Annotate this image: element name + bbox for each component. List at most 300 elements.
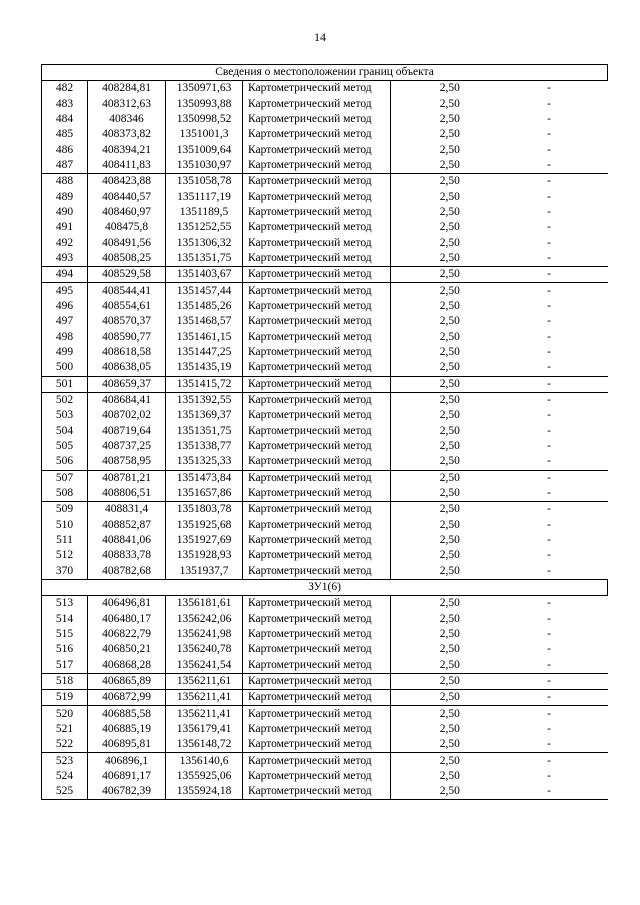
- y-coordinate-cell: 1350998,52: [166, 112, 243, 127]
- y-coordinate-cell: 1351461,15: [166, 330, 243, 345]
- y-coordinate-cell: 1355925,06: [166, 769, 243, 784]
- point-number-cell: 524: [42, 769, 88, 784]
- method-cell: Картометрический метод: [243, 142, 391, 157]
- x-coordinate-cell: 408833,78: [88, 548, 166, 563]
- note-cell: -: [547, 658, 551, 671]
- note-cell: -: [547, 518, 551, 531]
- point-number-cell: 490: [42, 205, 88, 220]
- x-coordinate-cell: 408423,88: [88, 174, 166, 190]
- y-coordinate-cell: 1350971,63: [166, 81, 243, 97]
- y-coordinate-cell: 1351457,44: [166, 283, 243, 299]
- table-row: [42, 392, 608, 408]
- table-row: [42, 205, 608, 220]
- accuracy-cell: 2,50: [391, 673, 491, 689]
- point-number-cell: 511: [42, 533, 88, 548]
- y-coordinate-cell: 1356241,98: [166, 627, 243, 642]
- y-coordinate-cell: 1351435,19: [166, 360, 243, 376]
- accuracy-cell: 2,50: [439, 518, 460, 531]
- accuracy-cell: 2,50: [439, 299, 460, 312]
- note-cell: -: [547, 722, 551, 735]
- method-cell: Картометрический метод: [243, 753, 391, 769]
- y-coordinate-cell: 1351468,57: [166, 314, 243, 329]
- point-number-cell: 516: [42, 642, 88, 657]
- method-cell: Картометрический метод: [243, 314, 391, 329]
- method-cell: Картометрический метод: [243, 283, 391, 299]
- y-coordinate-cell: 1351925,68: [166, 518, 243, 533]
- y-coordinate-cell: 1351351,75: [166, 424, 243, 439]
- point-number-cell: 509: [42, 502, 88, 518]
- accuracy-cell: 2,50: [439, 251, 460, 264]
- accuracy-cell: 2,50: [439, 487, 460, 500]
- y-coordinate-cell: 1351306,32: [166, 235, 243, 250]
- accuracy-cell: 2,50: [391, 392, 491, 408]
- table-row: [42, 673, 608, 689]
- method-cell: Картометрический метод: [243, 439, 391, 454]
- point-number-cell: 522: [42, 737, 88, 753]
- table-row: [42, 299, 608, 314]
- point-number-cell: 497: [42, 314, 88, 329]
- accuracy-cell: 2,50: [391, 470, 491, 486]
- accuracy-cell: 2,50: [439, 128, 460, 141]
- x-coordinate-cell: 408312,63: [88, 96, 166, 111]
- point-number-cell: 505: [42, 439, 88, 454]
- y-coordinate-cell: 1356211,41: [166, 690, 243, 706]
- y-coordinate-cell: 1355924,18: [166, 784, 243, 800]
- x-coordinate-cell: 406896,1: [88, 753, 166, 769]
- method-cell: Картометрический метод: [243, 158, 391, 174]
- y-coordinate-cell: 1351403,67: [166, 267, 243, 283]
- note-cell: -: [547, 424, 551, 437]
- y-coordinate-cell: 1351447,25: [166, 345, 243, 360]
- y-coordinate-cell: 1356181,61: [166, 596, 243, 612]
- accuracy-cell: 2,50: [439, 361, 460, 374]
- method-cell: Картометрический метод: [243, 376, 391, 392]
- point-number-cell: 500: [42, 360, 88, 376]
- x-coordinate-cell: 408806,51: [88, 486, 166, 502]
- note-cell: -: [547, 769, 551, 782]
- x-coordinate-cell: 406782,39: [88, 784, 166, 800]
- x-coordinate-cell: 408852,87: [88, 518, 166, 533]
- accuracy-cell: 2,50: [439, 112, 460, 125]
- point-number-cell: 492: [42, 235, 88, 250]
- method-cell: Картометрический метод: [243, 330, 391, 345]
- point-number-cell: 483: [42, 96, 88, 111]
- table-row: [42, 722, 608, 737]
- method-cell: Картометрический метод: [243, 470, 391, 486]
- method-cell: Картометрический метод: [243, 205, 391, 220]
- accuracy-cell: 2,50: [391, 690, 491, 706]
- x-coordinate-cell: 408719,64: [88, 424, 166, 439]
- x-coordinate-cell: 406822,79: [88, 627, 166, 642]
- point-number-cell: 484: [42, 112, 88, 127]
- y-coordinate-cell: 1356240,78: [166, 642, 243, 657]
- x-coordinate-cell: 408373,82: [88, 127, 166, 142]
- x-coordinate-cell: 406872,99: [88, 690, 166, 706]
- note-cell: -: [547, 143, 551, 156]
- note-cell: -: [491, 673, 608, 689]
- accuracy-cell: 2,50: [391, 376, 491, 392]
- accuracy-cell: 2,50: [439, 409, 460, 422]
- y-coordinate-cell: 1351927,69: [166, 533, 243, 548]
- table-row: [42, 360, 608, 376]
- table-row: [42, 737, 608, 753]
- table-row: [42, 564, 608, 580]
- note-cell: -: [491, 267, 608, 283]
- x-coordinate-cell: 408638,05: [88, 360, 166, 376]
- accuracy-cell: 2,50: [439, 205, 460, 218]
- method-cell: Картометрический метод: [243, 784, 391, 800]
- y-coordinate-cell: 1351369,37: [166, 408, 243, 423]
- accuracy-cell: 2,50: [391, 753, 491, 769]
- table-row: [42, 251, 608, 267]
- x-coordinate-cell: 408346: [88, 112, 166, 127]
- accuracy-cell: 2,50: [439, 97, 460, 110]
- boundary-coordinates-table: [41, 64, 608, 800]
- x-coordinate-cell: 406868,28: [88, 657, 166, 673]
- table-row: [42, 314, 608, 329]
- y-coordinate-cell: 1351338,77: [166, 439, 243, 454]
- point-number-cell: 523: [42, 753, 88, 769]
- table-row: [42, 454, 608, 470]
- note-cell: -: [547, 251, 551, 264]
- note-cell: -: [547, 299, 551, 312]
- table-row: [42, 267, 608, 283]
- x-coordinate-cell: 406865,89: [88, 673, 166, 689]
- method-cell: Картометрический метод: [243, 251, 391, 267]
- method-cell: Картометрический метод: [243, 706, 391, 722]
- table-row: [42, 127, 608, 142]
- method-cell: Картометрический метод: [243, 690, 391, 706]
- note-cell: -: [547, 643, 551, 656]
- method-cell: Картометрический метод: [243, 533, 391, 548]
- note-cell: -: [547, 612, 551, 625]
- y-coordinate-cell: 1356179,41: [166, 722, 243, 737]
- table-row: [42, 769, 608, 784]
- x-coordinate-cell: 406480,17: [88, 611, 166, 626]
- table-row: [42, 627, 608, 642]
- point-number-cell: 521: [42, 722, 88, 737]
- method-cell: Картометрический метод: [243, 174, 391, 190]
- note-cell: -: [547, 440, 551, 453]
- note-cell: -: [547, 738, 551, 751]
- point-number-cell: 515: [42, 627, 88, 642]
- accuracy-cell: 2,50: [439, 769, 460, 782]
- table-row: [42, 753, 608, 769]
- note-cell: -: [547, 112, 551, 125]
- note-cell: -: [491, 502, 608, 518]
- table-row: [42, 408, 608, 423]
- x-coordinate-cell: 408590,77: [88, 330, 166, 345]
- x-coordinate-cell: 408659,37: [88, 376, 166, 392]
- x-coordinate-cell: 406885,58: [88, 706, 166, 722]
- point-number-cell: 518: [42, 673, 88, 689]
- method-cell: Картометрический метод: [243, 408, 391, 423]
- table-row: [42, 486, 608, 502]
- table-row: [42, 439, 608, 454]
- table-row: [42, 142, 608, 157]
- point-number-cell: 519: [42, 690, 88, 706]
- x-coordinate-cell: 408284,81: [88, 81, 166, 97]
- point-number-cell: 517: [42, 657, 88, 673]
- x-coordinate-cell: 408618,58: [88, 345, 166, 360]
- accuracy-cell: 2,50: [439, 455, 460, 468]
- note-cell: -: [547, 330, 551, 343]
- y-coordinate-cell: 1351657,86: [166, 486, 243, 502]
- note-cell: -: [547, 205, 551, 218]
- point-number-cell: 507: [42, 470, 88, 486]
- point-number-cell: 482: [42, 81, 88, 97]
- table-row: [42, 596, 608, 612]
- note-cell: -: [547, 236, 551, 249]
- x-coordinate-cell: 408841,06: [88, 533, 166, 548]
- method-cell: Картометрический метод: [243, 299, 391, 314]
- method-cell: Картометрический метод: [243, 737, 391, 753]
- note-cell: -: [491, 174, 608, 190]
- table-row: [42, 548, 608, 563]
- point-number-cell: 496: [42, 299, 88, 314]
- point-number-cell: 486: [42, 142, 88, 157]
- page-number: 14: [314, 30, 326, 44]
- section-header-row: [42, 580, 608, 596]
- x-coordinate-cell: 408758,95: [88, 454, 166, 470]
- point-number-cell: 499: [42, 345, 88, 360]
- accuracy-cell: 2,50: [391, 283, 491, 299]
- accuracy-cell: 2,50: [391, 174, 491, 190]
- note-cell: -: [491, 706, 608, 722]
- x-coordinate-cell: 408475,8: [88, 220, 166, 235]
- y-coordinate-cell: 1351928,93: [166, 548, 243, 563]
- method-cell: Картометрический метод: [243, 518, 391, 533]
- accuracy-cell: 2,50: [439, 330, 460, 343]
- table-row: [42, 518, 608, 533]
- note-cell: -: [547, 409, 551, 422]
- note-cell: -: [547, 627, 551, 640]
- point-number-cell: 491: [42, 220, 88, 235]
- table-row: [42, 706, 608, 722]
- point-number-cell: 510: [42, 518, 88, 533]
- accuracy-cell: 2,50: [439, 82, 460, 95]
- accuracy-cell: 2,50: [439, 534, 460, 547]
- accuracy-cell: 2,50: [439, 722, 460, 735]
- method-cell: Картометрический метод: [243, 769, 391, 784]
- table-row: [42, 174, 608, 190]
- point-number-cell: 494: [42, 267, 88, 283]
- note-cell: -: [547, 82, 551, 95]
- table-row: [42, 235, 608, 250]
- table-row: [42, 470, 608, 486]
- method-cell: Картометрический метод: [243, 220, 391, 235]
- x-coordinate-cell: 408782,68: [88, 564, 166, 580]
- table-row: [42, 424, 608, 439]
- y-coordinate-cell: 1356140,6: [166, 753, 243, 769]
- y-coordinate-cell: 1351937,7: [166, 564, 243, 580]
- table-row: [42, 784, 608, 800]
- table-row: [42, 283, 608, 299]
- method-cell: Картометрический метод: [243, 96, 391, 111]
- section-label: ЗУ1(6): [42, 580, 608, 596]
- table-row: [42, 611, 608, 626]
- method-cell: Картометрический метод: [243, 424, 391, 439]
- x-coordinate-cell: 408831,4: [88, 502, 166, 518]
- y-coordinate-cell: 1351252,55: [166, 220, 243, 235]
- point-number-cell: 489: [42, 189, 88, 204]
- method-cell: Картометрический метод: [243, 112, 391, 127]
- method-cell: Картометрический метод: [243, 127, 391, 142]
- accuracy-cell: 2,50: [439, 236, 460, 249]
- accuracy-cell: 2,50: [391, 267, 491, 283]
- x-coordinate-cell: 406895,81: [88, 737, 166, 753]
- x-coordinate-cell: 408529,58: [88, 267, 166, 283]
- point-number-cell: 506: [42, 454, 88, 470]
- note-cell: -: [547, 190, 551, 203]
- method-cell: Картометрический метод: [243, 627, 391, 642]
- method-cell: Картометрический метод: [243, 392, 391, 408]
- y-coordinate-cell: 1351001,3: [166, 127, 243, 142]
- accuracy-cell: 2,50: [439, 221, 460, 234]
- point-number-cell: 370: [42, 564, 88, 580]
- table-title: Сведения о местоположении границ объекта: [42, 65, 608, 81]
- point-number-cell: 493: [42, 251, 88, 267]
- y-coordinate-cell: 1351351,75: [166, 251, 243, 267]
- x-coordinate-cell: 406885,19: [88, 722, 166, 737]
- note-cell: -: [491, 753, 608, 769]
- accuracy-cell: 2,50: [391, 784, 491, 800]
- method-cell: Картометрический метод: [243, 189, 391, 204]
- y-coordinate-cell: 1351117,19: [166, 189, 243, 204]
- point-number-cell: 495: [42, 283, 88, 299]
- point-number-cell: 502: [42, 392, 88, 408]
- x-coordinate-cell: 408702,02: [88, 408, 166, 423]
- accuracy-cell: 2,50: [391, 502, 491, 518]
- x-coordinate-cell: 408554,61: [88, 299, 166, 314]
- y-coordinate-cell: 1351058,78: [166, 174, 243, 190]
- method-cell: Картометрический метод: [243, 611, 391, 626]
- method-cell: Картометрический метод: [243, 486, 391, 502]
- accuracy-cell: 2,50: [439, 549, 460, 562]
- x-coordinate-cell: 408508,25: [88, 251, 166, 267]
- method-cell: Картометрический метод: [243, 596, 391, 612]
- x-coordinate-cell: 408394,21: [88, 142, 166, 157]
- note-cell: -: [491, 376, 608, 392]
- accuracy-cell: 2,50: [439, 158, 460, 171]
- point-number-cell: 514: [42, 611, 88, 626]
- x-coordinate-cell: 406496,81: [88, 596, 166, 612]
- table-row: [42, 158, 608, 174]
- table-row: [42, 502, 608, 518]
- table-row: [42, 657, 608, 673]
- point-number-cell: 503: [42, 408, 88, 423]
- method-cell: Картометрический метод: [243, 642, 391, 657]
- x-coordinate-cell: 408570,37: [88, 314, 166, 329]
- accuracy-cell: 2,50: [439, 612, 460, 625]
- note-cell: -: [491, 470, 608, 486]
- accuracy-cell: 2,50: [439, 346, 460, 359]
- note-cell: -: [491, 784, 608, 800]
- y-coordinate-cell: 1356148,72: [166, 737, 243, 753]
- method-cell: Картометрический метод: [243, 345, 391, 360]
- table-row: [42, 642, 608, 657]
- table-row: [42, 112, 608, 127]
- y-coordinate-cell: 1356241,54: [166, 657, 243, 673]
- method-cell: Картометрический метод: [243, 267, 391, 283]
- accuracy-cell: 2,50: [439, 627, 460, 640]
- table-row: [42, 220, 608, 235]
- note-cell: -: [547, 549, 551, 562]
- method-cell: Картометрический метод: [243, 564, 391, 580]
- accuracy-cell: 2,50: [439, 424, 460, 437]
- accuracy-cell: 2,50: [439, 190, 460, 203]
- table-row: [42, 376, 608, 392]
- x-coordinate-cell: 408460,97: [88, 205, 166, 220]
- note-cell: -: [547, 361, 551, 374]
- table-title-row: [42, 65, 608, 81]
- accuracy-cell: 2,50: [439, 564, 460, 577]
- method-cell: Картометрический метод: [243, 454, 391, 470]
- y-coordinate-cell: 1351392,55: [166, 392, 243, 408]
- x-coordinate-cell: 408491,56: [88, 235, 166, 250]
- table-row: [42, 690, 608, 706]
- note-cell: -: [547, 455, 551, 468]
- point-number-cell: 512: [42, 548, 88, 563]
- y-coordinate-cell: 1356211,41: [166, 706, 243, 722]
- x-coordinate-cell: 408684,41: [88, 392, 166, 408]
- accuracy-cell: 2,50: [391, 706, 491, 722]
- accuracy-cell: 2,50: [439, 738, 460, 751]
- note-cell: -: [547, 221, 551, 234]
- accuracy-cell: 2,50: [439, 643, 460, 656]
- point-number-cell: 488: [42, 174, 88, 190]
- point-number-cell: 485: [42, 127, 88, 142]
- x-coordinate-cell: 406891,17: [88, 769, 166, 784]
- x-coordinate-cell: 406850,21: [88, 642, 166, 657]
- method-cell: Картометрический метод: [243, 502, 391, 518]
- y-coordinate-cell: 1351189,5: [166, 205, 243, 220]
- y-coordinate-cell: 1351473,84: [166, 470, 243, 486]
- note-cell: -: [547, 346, 551, 359]
- x-coordinate-cell: 408544,41: [88, 283, 166, 299]
- note-cell: -: [547, 158, 551, 171]
- x-coordinate-cell: 408737,25: [88, 439, 166, 454]
- x-coordinate-cell: 408781,21: [88, 470, 166, 486]
- accuracy-cell: 2,50: [439, 658, 460, 671]
- y-coordinate-cell: 1351803,78: [166, 502, 243, 518]
- y-coordinate-cell: 1351485,26: [166, 299, 243, 314]
- method-cell: Картометрический метод: [243, 722, 391, 737]
- note-cell: -: [491, 283, 608, 299]
- table-row: [42, 96, 608, 111]
- x-coordinate-cell: 408411,83: [88, 158, 166, 174]
- method-cell: Картометрический метод: [243, 657, 391, 673]
- point-number-cell: 508: [42, 486, 88, 502]
- method-cell: Картометрический метод: [243, 81, 391, 97]
- note-cell: -: [547, 97, 551, 110]
- table-row: [42, 189, 608, 204]
- method-cell: Картометрический метод: [243, 548, 391, 563]
- y-coordinate-cell: 1356242,06: [166, 611, 243, 626]
- note-cell: -: [547, 534, 551, 547]
- y-coordinate-cell: 1350993,88: [166, 96, 243, 111]
- point-number-cell: 525: [42, 784, 88, 800]
- point-number-cell: 513: [42, 596, 88, 612]
- y-coordinate-cell: 1351009,64: [166, 142, 243, 157]
- note-cell: -: [547, 597, 551, 610]
- note-cell: -: [547, 487, 551, 500]
- method-cell: Картометрический метод: [243, 673, 391, 689]
- method-cell: Картометрический метод: [243, 235, 391, 250]
- point-number-cell: 487: [42, 158, 88, 174]
- note-cell: -: [547, 564, 551, 577]
- point-number-cell: 501: [42, 376, 88, 392]
